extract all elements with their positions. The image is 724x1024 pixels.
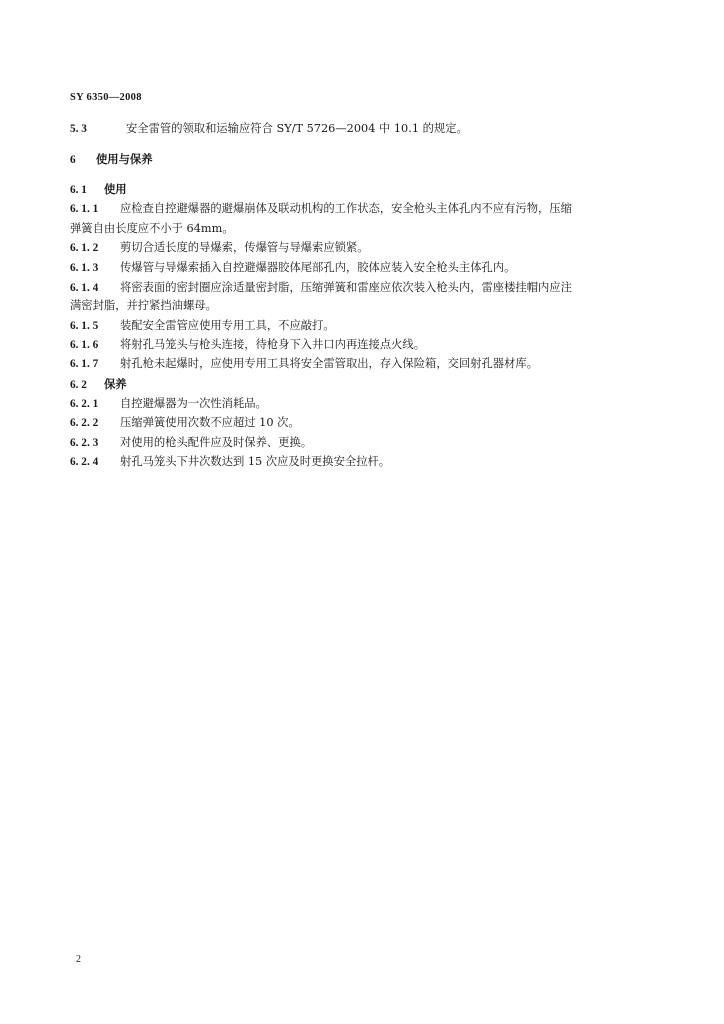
clause-6-1-7 [70, 357, 538, 371]
clause-text: 射孔枪未起爆时，应使用专用工具将安全雷管取出，存入保险箱，交回射孔器材库。 [120, 357, 538, 370]
clause-text: 射孔马笼头下井次数达到 15 次应及时更换安全拉杆。 [120, 455, 391, 468]
clause-6-1-3 [70, 261, 515, 275]
clause-number: 6. 2. 4 [70, 456, 99, 468]
section-title: 使用与保养 [96, 152, 153, 166]
clause-6-1-1-continued [70, 222, 234, 236]
section-6-2-heading [70, 377, 127, 392]
clause-number: 6. 1. 4 [70, 282, 99, 294]
clause-text-line1: 将密表面的密封圈应涂适量密封脂，压缩弹簧和雷座应依次装入枪头内，雷座楼挂帽内应注 [120, 281, 572, 294]
clause-number: 6. 1. 7 [70, 358, 99, 370]
section-number: 6 [70, 154, 76, 166]
clause-text: 对使用的枪头配件应及时保养、更换。 [120, 436, 313, 449]
clause-6-2-3 [70, 436, 312, 450]
clause-5-3 [70, 122, 468, 136]
clause-text-line1: 应检查自控避爆器的避爆崩体及联动机构的工作状态，安全枪头主体孔内不应有污物，压缩 [120, 202, 572, 215]
clause-number: 6. 1. 1 [70, 203, 99, 215]
standard-code-header: SY 6350—2008 [70, 92, 142, 103]
clause-6-1-4-continued [70, 299, 217, 313]
clause-6-1-5 [70, 319, 335, 333]
section-number: 6. 1 [70, 184, 87, 196]
clause-6-1-2 [70, 241, 369, 255]
clause-text-line2: 弹簧自由长度应不小于 64mm。 [70, 222, 234, 235]
clause-number: 6. 2. 1 [70, 398, 99, 410]
clause-number: 6. 2. 3 [70, 437, 99, 449]
clause-number: 6. 1. 6 [70, 339, 99, 351]
clause-text: 自控避爆器为一次性消耗品。 [120, 397, 267, 410]
clause-text: 剪切合适长度的导爆索，传爆管与导爆索应锁紧。 [120, 241, 369, 254]
clause-number: 6. 1. 5 [70, 320, 99, 332]
clause-6-2-2 [70, 416, 300, 430]
clause-text-line2: 满密封脂，并拧紧挡油螺母。 [70, 299, 217, 312]
clause-6-1-1 [70, 202, 572, 216]
clause-number: 6. 1. 3 [70, 262, 99, 274]
clause-number: 6. 2. 2 [70, 417, 99, 429]
clause-number: 6. 1. 2 [70, 242, 99, 254]
section-6-heading [70, 152, 153, 167]
section-number: 6. 2 [70, 379, 87, 391]
clause-text: 将射孔马笼头与枪头连接，待枪身下入井口内再连接点火线。 [120, 338, 426, 351]
clause-6-1-6 [70, 338, 425, 352]
section-title: 保养 [104, 377, 127, 391]
clause-6-1-4 [70, 281, 572, 295]
clause-text: 安全雷管的领取和运输应符合 SY/T 5726—2004 中 10.1 的规定。 [126, 122, 468, 135]
clause-text: 传爆管与导爆索插入自控避爆器胶体尾部孔内，胶体应装入安全枪头主体孔内。 [120, 261, 516, 274]
section-title: 使用 [104, 182, 127, 196]
clause-text: 装配安全雷管应使用专用工具，不应敲打。 [120, 319, 335, 332]
clause-6-2-4 [70, 455, 390, 469]
clause-6-2-1 [70, 397, 267, 411]
section-6-1-heading [70, 182, 127, 197]
clause-number: 5. 3 [70, 123, 87, 135]
clause-text: 压缩弹簧使用次数不应超过 10 次。 [120, 416, 300, 429]
page-number: 2 [76, 954, 81, 965]
